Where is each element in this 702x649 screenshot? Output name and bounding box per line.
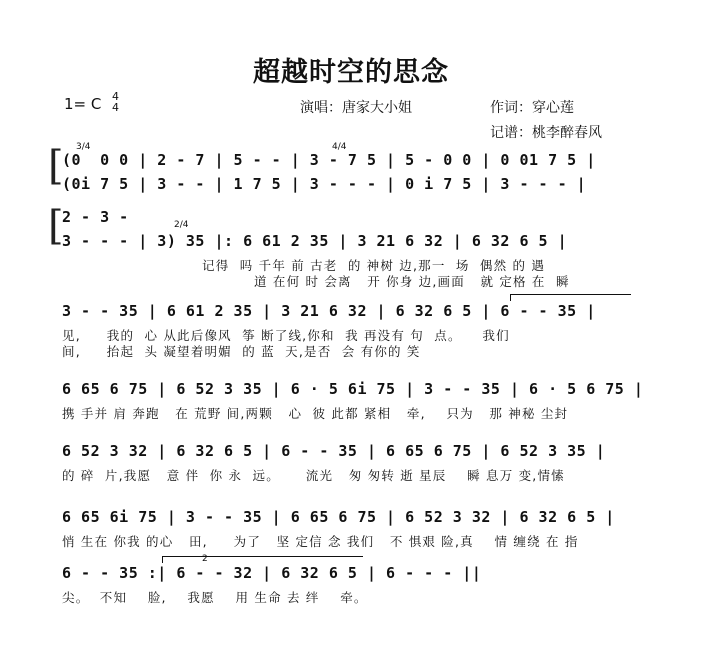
- system-2: [48, 203, 632, 289]
- time-signature: [112, 91, 119, 113]
- system-1-upper-notes: (0 0 0 | 2 - 7 | 5 - - | 3 - 7 5 | 5 - 0 0 | 0 01 7 5 |: [62, 151, 596, 169]
- time-signature-bottom: 4: [112, 101, 119, 114]
- singer-credit: 演唱：唐家大小姐: [300, 100, 412, 116]
- transcriber-credit: 记谱：桃李醉春风: [490, 125, 602, 141]
- system-5-lyric: 的 碎 片,我愿 意 伴 你 永 远。 流光 匆 匆转 逝 星辰 瞬 息万 变,情愫: [62, 468, 565, 483]
- system-2-brace: [: [48, 203, 64, 249]
- system-3-volta-bracket: [510, 294, 631, 301]
- system-4: [62, 378, 644, 428]
- system-2-time-change: 2/4: [174, 220, 189, 230]
- system-7-notes: 6 - - 35 :| 6 - - 32 | 6 32 6 5 | 6 - - - ||: [62, 564, 482, 582]
- system-7-lyric: 尖。 不知 脸, 我愿 用 生命 去 绊 牵。: [62, 590, 368, 605]
- system-5: [62, 440, 632, 490]
- lyricist-credit: 作词：穿心莲: [490, 100, 574, 116]
- system-3-lyric-verse-1: 见, 我的 心 从此后像风 筝 断了线,你和 我 再没有 句 点。 我们: [62, 328, 510, 343]
- system-2-upper-notes: 2 - 3 -: [62, 208, 129, 226]
- key-signature: 1= C: [64, 95, 102, 113]
- system-4-notes: 6 65 6 75 | 6 52 3 35 | 6 · 5 6i 75 | 3 - - 35 | 6 · 5 6 75 |: [62, 380, 644, 398]
- system-3-notes: 3 - - 35 | 6 61 2 35 | 3 21 6 32 | 6 32 6 5 | 6 - - 35 |: [62, 302, 596, 320]
- system-7: [62, 554, 632, 606]
- system-2-lyric-verse-1: 记得 吗 千年 前 古老 的 神树 边,那一 场 偶然 的 遇: [202, 258, 546, 273]
- system-3-lyric-verse-2: 间, 抬起 头 凝望着明媚 的 蓝 天,是否 会 有你的 笑: [62, 344, 421, 359]
- system-6-lyric: 悄 生在 你我 的心 田, 为了 坚 定信 念 我们 不 惧艰 险,真 情 缠绕 在 指: [62, 534, 579, 549]
- system-5-notes: 6 52 3 32 | 6 32 6 5 | 6 - - 35 | 6 65 6 75 | 6 52 3 35 |: [62, 442, 606, 460]
- system-2-lyric-verse-2: 道 在何 时 会离 开 你身 边,画面 就 定格 在 瞬: [254, 274, 570, 289]
- system-7-volta-number: 2: [202, 554, 208, 564]
- system-1-lower-notes: (0i 7 5 | 3 - - | 1 7 5 | 3 - - - | 0 i 7 5 | 3 - - - |: [62, 175, 587, 193]
- system-1-brace: [: [48, 143, 64, 189]
- system-4-lyric: 携 手并 肩 奔跑 在 荒野 间,两颗 心 彼 此都 紧相 牵, 只为 那 神秘 尘封: [62, 406, 569, 421]
- system-6: [62, 506, 632, 556]
- system-1-time-change-b: 4/4: [332, 142, 347, 152]
- system-3: [62, 298, 632, 360]
- system-2-lower-notes: 3 - - - | 3) 35 |: 6 61 2 35 | 3 21 6 32 | 6 32 6 5 |: [62, 232, 568, 250]
- system-7-volta-bracket: [162, 556, 363, 563]
- system-1-time-change-a: 3/4: [76, 142, 91, 152]
- system-6-notes: 6 65 6i 75 | 3 - - 35 | 6 65 6 75 | 6 52 3 32 | 6 32 6 5 |: [62, 508, 615, 526]
- time-signature-top: 4: [112, 90, 119, 103]
- song-title: 超越时空的思念: [253, 57, 449, 88]
- system-1: [48, 142, 632, 198]
